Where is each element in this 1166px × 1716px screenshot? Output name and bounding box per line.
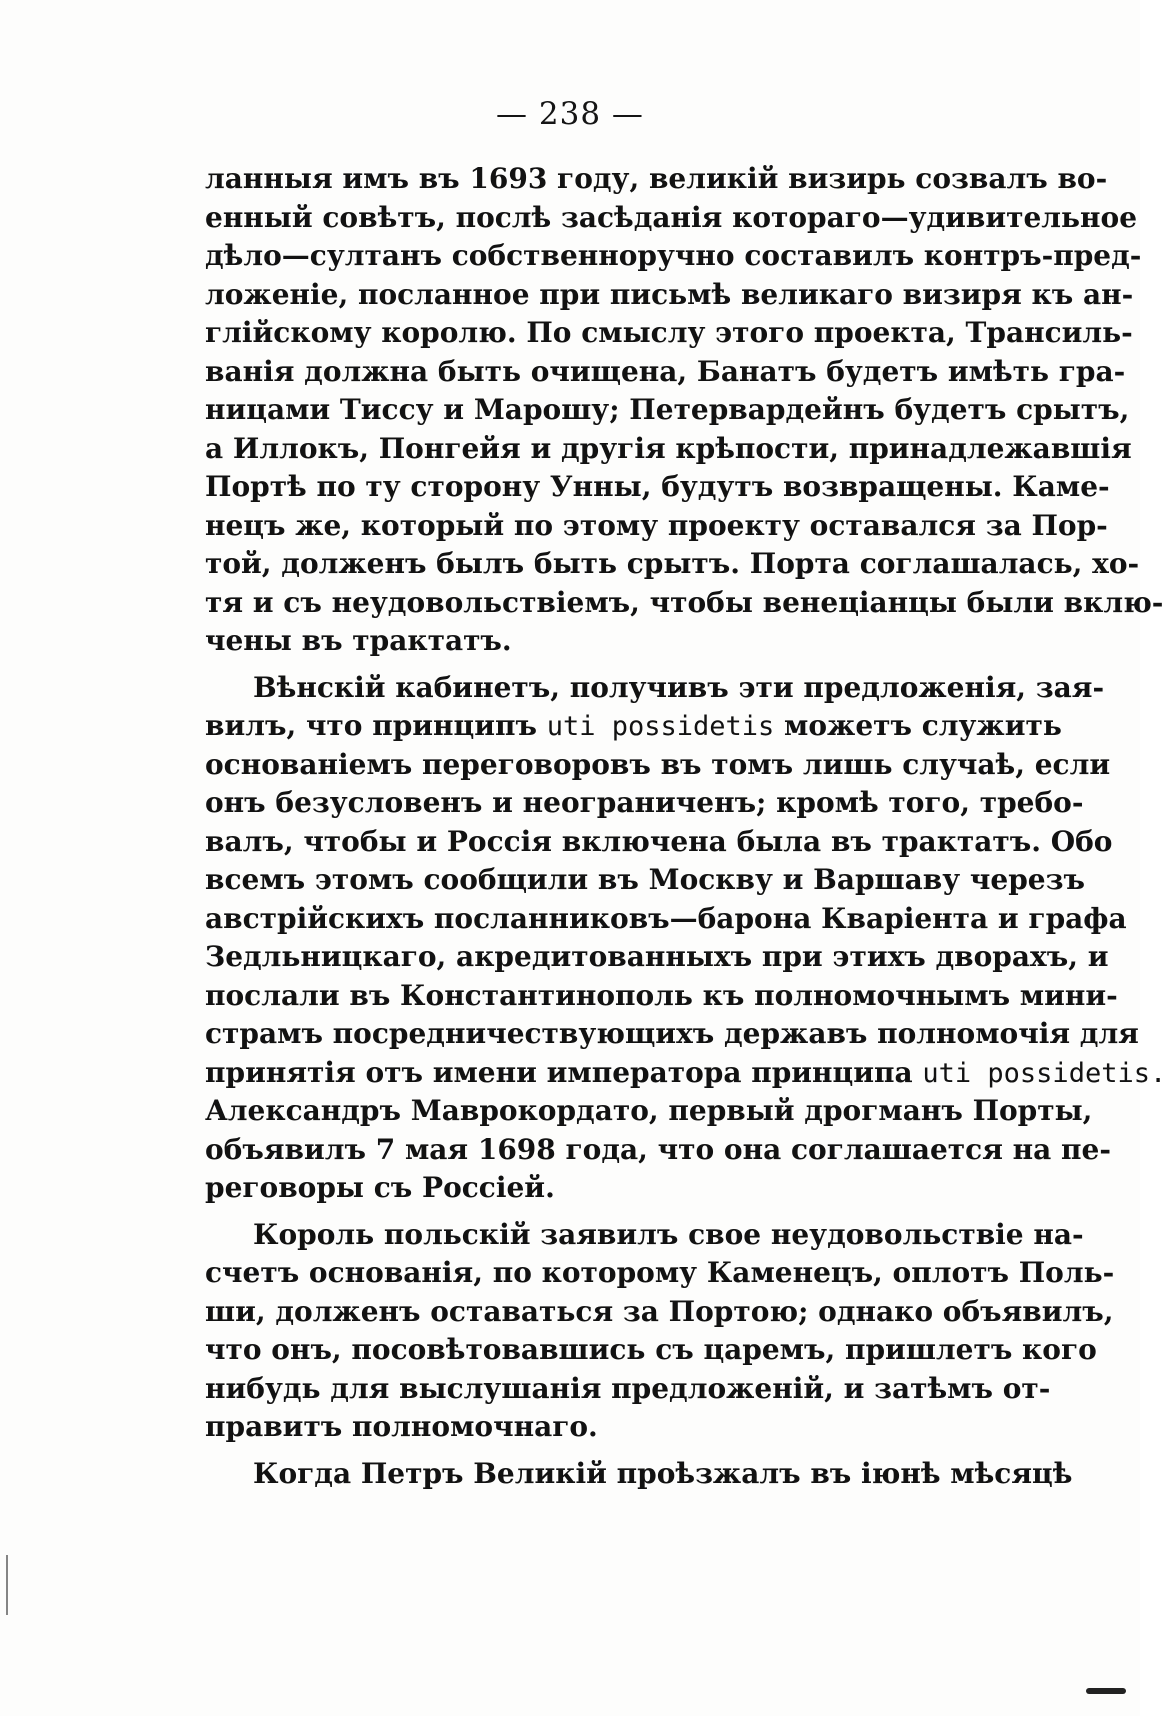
text-line: ланныя имъ въ 1693 году, великій визирь созвалъ во- xyxy=(205,162,1108,195)
text-line: глійскому королю. По смыслу этого проекта, Трансиль- xyxy=(205,316,1133,349)
text-line: послали въ Константинополь къ полномочнымъ мини- xyxy=(205,978,1118,1012)
text-line: Портѣ по ту сторону Унны, будутъ возвращены. Каме- xyxy=(205,470,1110,503)
text-line: что онъ, посовѣтовавшись съ царемъ, пришлетъ кого xyxy=(205,1333,1097,1366)
text-line: онъ безусловенъ и неограниченъ; кромѣ того, требо- xyxy=(205,786,1084,819)
text-line: ницами Тиссу и Марошу; Петервардейнъ будетъ срытъ, xyxy=(205,393,1130,426)
text-line: Зедльницкаго, акредитованныхъ при этихъ дворахъ, и xyxy=(205,940,1109,973)
text-fragment: вилъ, что принципъ xyxy=(205,709,547,742)
text-line: реговоры съ Россіей. xyxy=(205,1171,555,1204)
text-line: чены въ трактатъ. xyxy=(205,624,512,657)
text-line: счетъ основанія, по которому Каменецъ, оплотъ Поль- xyxy=(205,1256,1115,1289)
text-line: объявилъ 7 мая 1698 года, что она соглашается на пе- xyxy=(205,1132,1111,1166)
latin-phrase: uti possidetis xyxy=(546,711,775,742)
body-text xyxy=(205,160,1166,1493)
text-line: тя и съ неудовольствіемъ, чтобы венеціанцы были вклю- xyxy=(205,585,1164,619)
paragraph-gap xyxy=(205,1208,975,1216)
text-line: нецъ же, который по этому проекту оставался за Пор- xyxy=(205,508,1108,542)
page-number: — 238 — xyxy=(496,96,644,132)
text-line-mixed xyxy=(205,707,1062,746)
text-line: дѣло—султанъ собственноручно составилъ контръ-пред- xyxy=(205,239,1142,272)
text-line: валъ, чтобы и Россія включена была въ трактатъ. Обо xyxy=(205,824,1113,858)
text-line: страмъ посредничествующихъ державъ полномочія для xyxy=(205,1017,1139,1050)
text-fragment: можетъ служить xyxy=(774,709,1062,742)
text-line: правитъ полномочнаго. xyxy=(205,1410,598,1443)
text-fragment: принятія отъ имени императора принципа xyxy=(205,1055,923,1089)
text-line: Когда Петръ Великій проѣзжалъ въ іюнѣ мѣсяцѣ xyxy=(253,1456,1073,1490)
text-line: основаніемъ переговоровъ въ томъ лишь случаѣ, если xyxy=(205,747,1111,781)
text-line: австрійскихъ посланниковъ—барона Кваріента и графа xyxy=(205,901,1127,935)
text-line: всемъ этомъ сообщили въ Москву и Варшаву черезъ xyxy=(205,863,1085,896)
text-line: ши, долженъ оставаться за Портою; однако объявилъ, xyxy=(205,1294,1114,1328)
text-line-mixed xyxy=(205,1054,1166,1093)
text-line: Король польскій заявилъ свое неудовольствіе на- xyxy=(253,1217,1084,1251)
text-line: той, долженъ былъ быть срытъ. Порта соглашалась, хо- xyxy=(205,547,1140,580)
scan-edge-mark xyxy=(6,1555,8,1615)
text-line: нибудь для выслушанія предложеній, и затѣмъ от- xyxy=(205,1371,1051,1405)
paragraph-gap xyxy=(205,1447,975,1455)
scan-corner-mark xyxy=(1086,1688,1126,1694)
text-line: енный совѣтъ, послѣ засѣданія котораго—удивительное xyxy=(205,200,1138,234)
text-line: Вѣнскій кабинетъ, получивъ эти предложенія, зая- xyxy=(253,670,1105,704)
text-line: а Иллокъ, Понгейя и другія крѣпости, принадлежавшія xyxy=(205,431,1132,465)
text-line: ванія должна быть очищена, Банатъ будетъ имѣть гра- xyxy=(205,354,1126,388)
paragraph-gap xyxy=(205,661,975,669)
latin-phrase: uti possidetis. xyxy=(922,1057,1166,1089)
text-line: ложеніе, посланное при письмѣ великаго визиря къ ан- xyxy=(205,277,1134,311)
text-line: Александръ Маврокордато, первый дрогманъ Порты, xyxy=(205,1094,1093,1127)
